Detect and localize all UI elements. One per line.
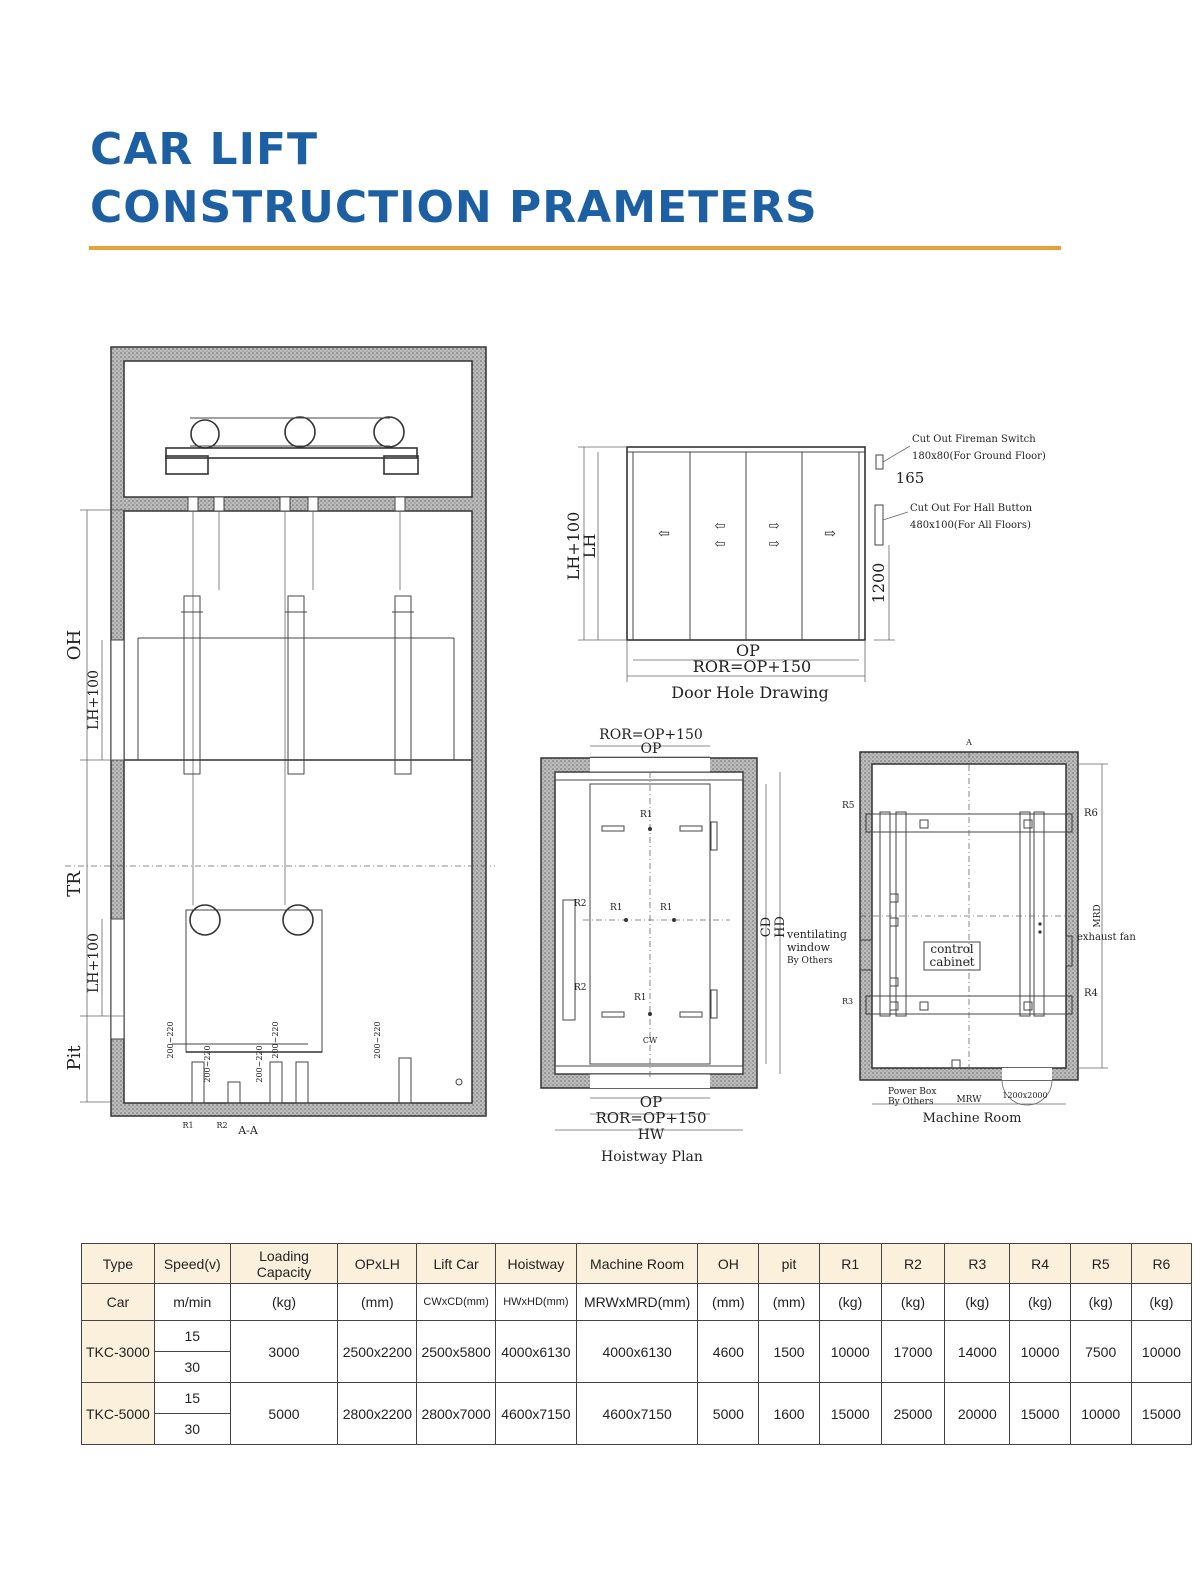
cell-pit: 1600 <box>759 1383 819 1445</box>
svg-text:⇨: ⇨ <box>768 537 780 552</box>
label-buffer: 200~220 <box>203 1045 212 1083</box>
th-r4: R4 <box>1010 1244 1070 1284</box>
label-mrd: MRD <box>1093 904 1103 928</box>
table-row <box>82 1321 1192 1352</box>
label-power-by-others: By Others <box>888 1097 934 1107</box>
label-buffer: 200~220 <box>271 1021 280 1059</box>
label-exhaust-fan: exhaust fan <box>1077 932 1136 943</box>
label-buffer: 200~220 <box>255 1045 264 1083</box>
label-door-size: 1200x2000 <box>1002 1091 1048 1100</box>
svg-text:⇦: ⇦ <box>714 519 726 534</box>
cell-r1: 15000 <box>819 1383 881 1445</box>
unit-hoistway: HWxHD(mm) <box>495 1284 576 1321</box>
unit-car: Car <box>82 1284 155 1321</box>
cell-r6: 10000 <box>1131 1321 1191 1383</box>
label-tr: TR <box>64 871 85 897</box>
page-title-line-1: CAR LIFT <box>90 124 319 175</box>
unit-oh: (mm) <box>698 1284 759 1321</box>
svg-text:⇨: ⇨ <box>768 519 780 534</box>
cell-type: TKC-3000 <box>82 1321 155 1383</box>
label-hw: HW <box>637 1127 665 1143</box>
svg-text:⇨: ⇨ <box>824 526 836 542</box>
th-r5: R5 <box>1070 1244 1131 1284</box>
label-hd: HD <box>773 916 788 938</box>
label-control: control <box>930 942 974 956</box>
unit-r6: (kg) <box>1131 1284 1191 1321</box>
th-hoistway: Hoistway <box>495 1244 576 1284</box>
th-oh: OH <box>698 1244 759 1284</box>
label-cw: CW <box>642 1036 658 1045</box>
cell-r1: 10000 <box>819 1321 881 1383</box>
shaft-wall <box>111 347 486 1116</box>
label-r2: R2 <box>574 983 587 993</box>
cell-car: 2800x7000 <box>417 1383 495 1445</box>
label-165: 165 <box>895 469 925 487</box>
cell-speed: 30 <box>154 1352 230 1383</box>
cell-pit: 1500 <box>759 1321 819 1383</box>
cell-r4: 15000 <box>1010 1383 1070 1445</box>
cell-r5: 7500 <box>1070 1321 1131 1383</box>
cell-r2: 17000 <box>881 1321 944 1383</box>
unit-r1: (kg) <box>819 1284 881 1321</box>
machine-room-drawing <box>786 738 1136 1126</box>
cell-r3: 14000 <box>945 1321 1010 1383</box>
cell-r4: 10000 <box>1010 1321 1070 1383</box>
door-hole-drawing <box>564 434 1046 702</box>
label-r2: R2 <box>216 1121 228 1130</box>
note-hall-button: Cut Out For Hall Button <box>910 503 1033 514</box>
svg-text:⇦: ⇦ <box>714 537 726 552</box>
label-lh: LH <box>580 533 599 559</box>
hoistway-plan-caption: Hoistway Plan <box>601 1149 703 1165</box>
note-fireman-switch: Cut Out Fireman Switch <box>912 434 1036 445</box>
cell-r6: 15000 <box>1131 1383 1191 1445</box>
th-r6: R6 <box>1131 1244 1191 1284</box>
label-pit: Pit <box>64 1045 85 1071</box>
table-units-row <box>82 1284 1192 1321</box>
label-aa: A <box>966 738 972 747</box>
unit-r2: (kg) <box>881 1284 944 1321</box>
unit-speed: m/min <box>154 1284 230 1321</box>
label-buffer: 200~220 <box>166 1021 175 1059</box>
cell-r3: 20000 <box>945 1383 1010 1445</box>
label-r5: R5 <box>842 801 855 811</box>
th-oplh: OPxLH <box>338 1244 417 1284</box>
unit-pit: (mm) <box>759 1284 819 1321</box>
cell-speed: 30 <box>154 1414 230 1445</box>
cell-load: 5000 <box>230 1383 338 1445</box>
parameters-table <box>81 1243 1192 1445</box>
cell-load: 3000 <box>230 1321 338 1383</box>
label-r6: R6 <box>1084 808 1098 819</box>
cell-r2: 25000 <box>881 1383 944 1445</box>
cell-oh: 4600 <box>698 1321 759 1383</box>
lift-car <box>186 910 322 1052</box>
cell-car: 2500x5800 <box>417 1321 495 1383</box>
sheave <box>374 417 404 447</box>
unit-loading: (kg) <box>230 1284 338 1321</box>
cell-speed: 15 <box>154 1321 230 1352</box>
unit-r3: (kg) <box>945 1284 1010 1321</box>
th-type: Type <box>82 1244 155 1284</box>
th-pit: pit <box>759 1244 819 1284</box>
label-op-bottom: OP <box>639 1093 663 1111</box>
note-fireman-size: 180x80(For Ground Floor) <box>912 451 1046 462</box>
label-lh100: LH+100 <box>564 511 583 581</box>
label-r2: R2 <box>574 899 587 909</box>
label-cabinet: cabinet <box>929 955 975 969</box>
cell-r5: 10000 <box>1070 1383 1131 1445</box>
door-hole-caption: Door Hole Drawing <box>671 683 829 702</box>
label-power-box: Power Box <box>888 1087 937 1097</box>
cell-oplh: 2500x2200 <box>338 1321 417 1383</box>
cell-oh: 5000 <box>698 1383 759 1445</box>
traction-machine <box>191 420 219 448</box>
label-lh100-top: LH+100 <box>86 670 102 730</box>
label-r1: R1 <box>610 903 623 913</box>
label-ventilating: ventilating <box>787 928 847 941</box>
label-ror: ROR=OP+150 <box>692 657 812 676</box>
label-r1: R1 <box>634 993 647 1003</box>
cell-hoistway: 4000x6130 <box>495 1321 576 1383</box>
th-machine-room: Machine Room <box>576 1244 697 1284</box>
label-mrw: MRW <box>956 1095 982 1105</box>
svg-text:⇦: ⇦ <box>658 526 670 542</box>
th-r1: R1 <box>819 1244 881 1284</box>
cell-machine: 4000x6130 <box>576 1321 697 1383</box>
unit-lift-car: CWxCD(mm) <box>417 1284 495 1321</box>
label-buffer: 200~220 <box>373 1021 382 1059</box>
label-r1: R1 <box>182 1121 194 1130</box>
label-op-top: OP <box>640 741 662 757</box>
cell-type: TKC-5000 <box>82 1383 155 1445</box>
th-r3: R3 <box>945 1244 1010 1284</box>
label-ror-bottom: ROR=OP+150 <box>595 1109 707 1127</box>
page-title-line-2: CONSTRUCTION PRAMETERS <box>90 182 818 233</box>
machine-room-caption: Machine Room <box>922 1111 1022 1126</box>
label-cd: CD <box>759 916 774 938</box>
label-window: window <box>787 941 831 954</box>
label-ror-top: ROR=OP+150 <box>599 727 703 743</box>
label-lh100-bottom: LH+100 <box>86 933 102 993</box>
th-loading: Loading Capacity <box>230 1244 338 1284</box>
cell-oplh: 2800x2200 <box>338 1383 417 1445</box>
cell-hoistway: 4600x7150 <box>495 1383 576 1445</box>
table-row <box>82 1383 1192 1414</box>
unit-oplh: (mm) <box>338 1284 417 1321</box>
table-header-row <box>82 1244 1192 1284</box>
label-r3: R3 <box>842 997 854 1006</box>
unit-r5: (kg) <box>1070 1284 1131 1321</box>
label-op: OP <box>736 641 760 660</box>
section-aa-drawing <box>64 347 495 1137</box>
label-by-others: By Others <box>787 956 833 966</box>
label-oh: OH <box>64 629 85 661</box>
th-speed: Speed(v) <box>154 1244 230 1284</box>
cell-machine: 4600x7150 <box>576 1383 697 1445</box>
label-r1: R1 <box>660 903 673 913</box>
th-r2: R2 <box>881 1244 944 1284</box>
unit-machine-room: MRWxMRD(mm) <box>576 1284 697 1321</box>
label-r1: R1 <box>640 810 653 820</box>
note-hall-size: 480x100(For All Floors) <box>910 520 1031 531</box>
label-aa: A-A <box>238 1124 258 1137</box>
label-r4: R4 <box>1084 988 1098 999</box>
th-lift-car: Lift Car <box>417 1244 495 1284</box>
hoistway-plan-drawing <box>541 727 788 1165</box>
sheave <box>285 417 315 447</box>
label-1200: 1200 <box>869 562 888 604</box>
unit-r4: (kg) <box>1010 1284 1070 1321</box>
cell-speed: 15 <box>154 1383 230 1414</box>
